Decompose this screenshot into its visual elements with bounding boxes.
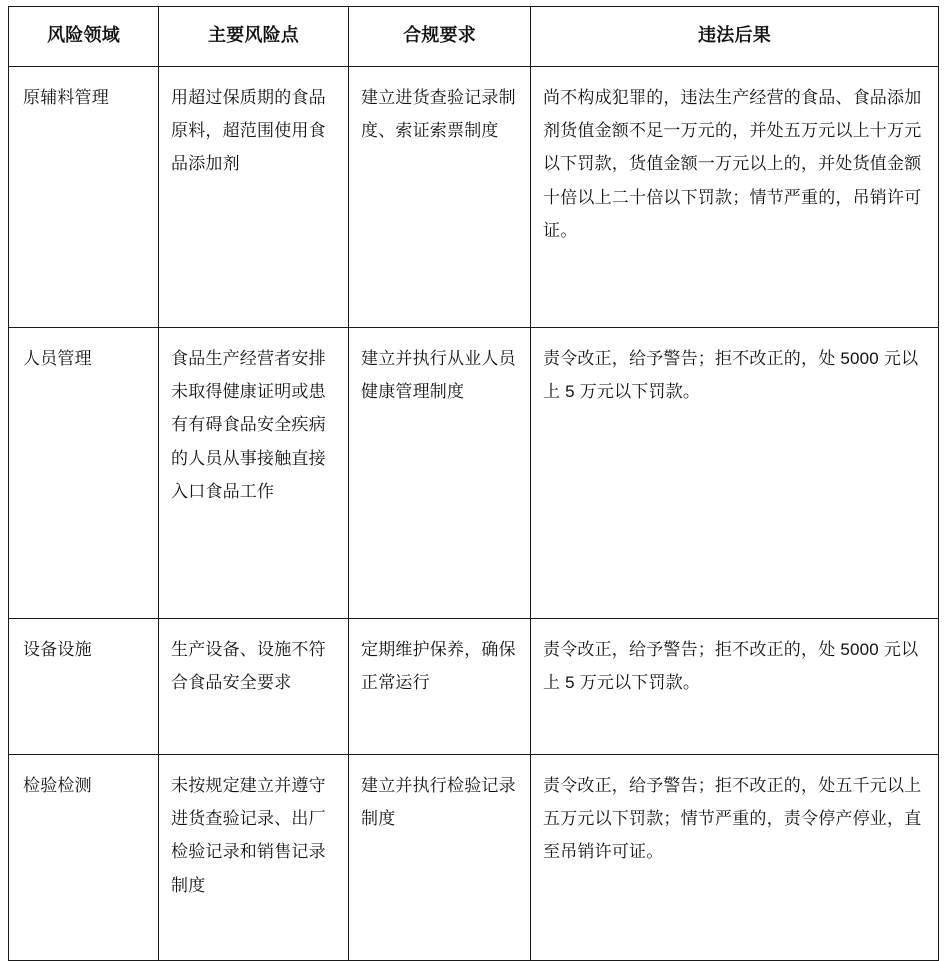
column-header-compliance-requirement: 合规要求 [349,7,531,67]
table-row [9,328,939,619]
table-row [9,67,939,328]
cell-main-risk-points: 食品生产经营者安排未取得健康证明或患有有碍食品安全疾病的人员从事接触直接入口食品工作 [159,328,349,619]
cell-main-risk-points: 用超过保质期的食品原料，超范围使用食品添加剂 [159,67,349,328]
table-row [9,755,939,961]
table-header [9,7,939,67]
column-header-main-risk-points: 主要风险点 [159,7,349,67]
column-header-risk-area: 风险领域 [9,7,159,67]
cell-main-risk-points: 未按规定建立并遵守进货查验记录、出厂检验记录和销售记录制度 [159,755,349,961]
cell-violation-consequence: 责令改正，给予警告；拒不改正的，处五千元以上五万元以下罚款；情节严重的，责令停产停业，直至吊销许可证。 [531,755,939,961]
cell-violation-consequence: 责令改正，给予警告；拒不改正的，处 5000 元以上 5 万元以下罚款。 [531,619,939,755]
cell-violation-consequence: 责令改正，给予警告；拒不改正的，处 5000 元以上 5 万元以下罚款。 [531,328,939,619]
table-body [9,67,939,961]
cell-compliance-requirement: 定期维护保养，确保正常运行 [349,619,531,755]
cell-risk-area: 人员管理 [9,328,159,619]
cell-compliance-requirement: 建立并执行从业人员健康管理制度 [349,328,531,619]
table-row [9,619,939,755]
cell-risk-area: 设备设施 [9,619,159,755]
cell-violation-consequence: 尚不构成犯罪的，违法生产经营的食品、食品添加剂货值金额不足一万元的，并处五万元以上十万元以下罚款，货值金额一万元以上的，并处货值金额十倍以上二十倍以下罚款；情节严重的，吊销许可证。 [531,67,939,328]
table-header-row [9,7,939,67]
cell-risk-area: 检验检测 [9,755,159,961]
cell-risk-area: 原辅料管理 [9,67,159,328]
column-header-violation-consequence: 违法后果 [531,7,939,67]
cell-main-risk-points: 生产设备、设施不符合食品安全要求 [159,619,349,755]
risk-compliance-table [8,6,939,961]
cell-compliance-requirement: 建立并执行检验记录制度 [349,755,531,961]
cell-compliance-requirement: 建立进货查验记录制度、索证索票制度 [349,67,531,328]
